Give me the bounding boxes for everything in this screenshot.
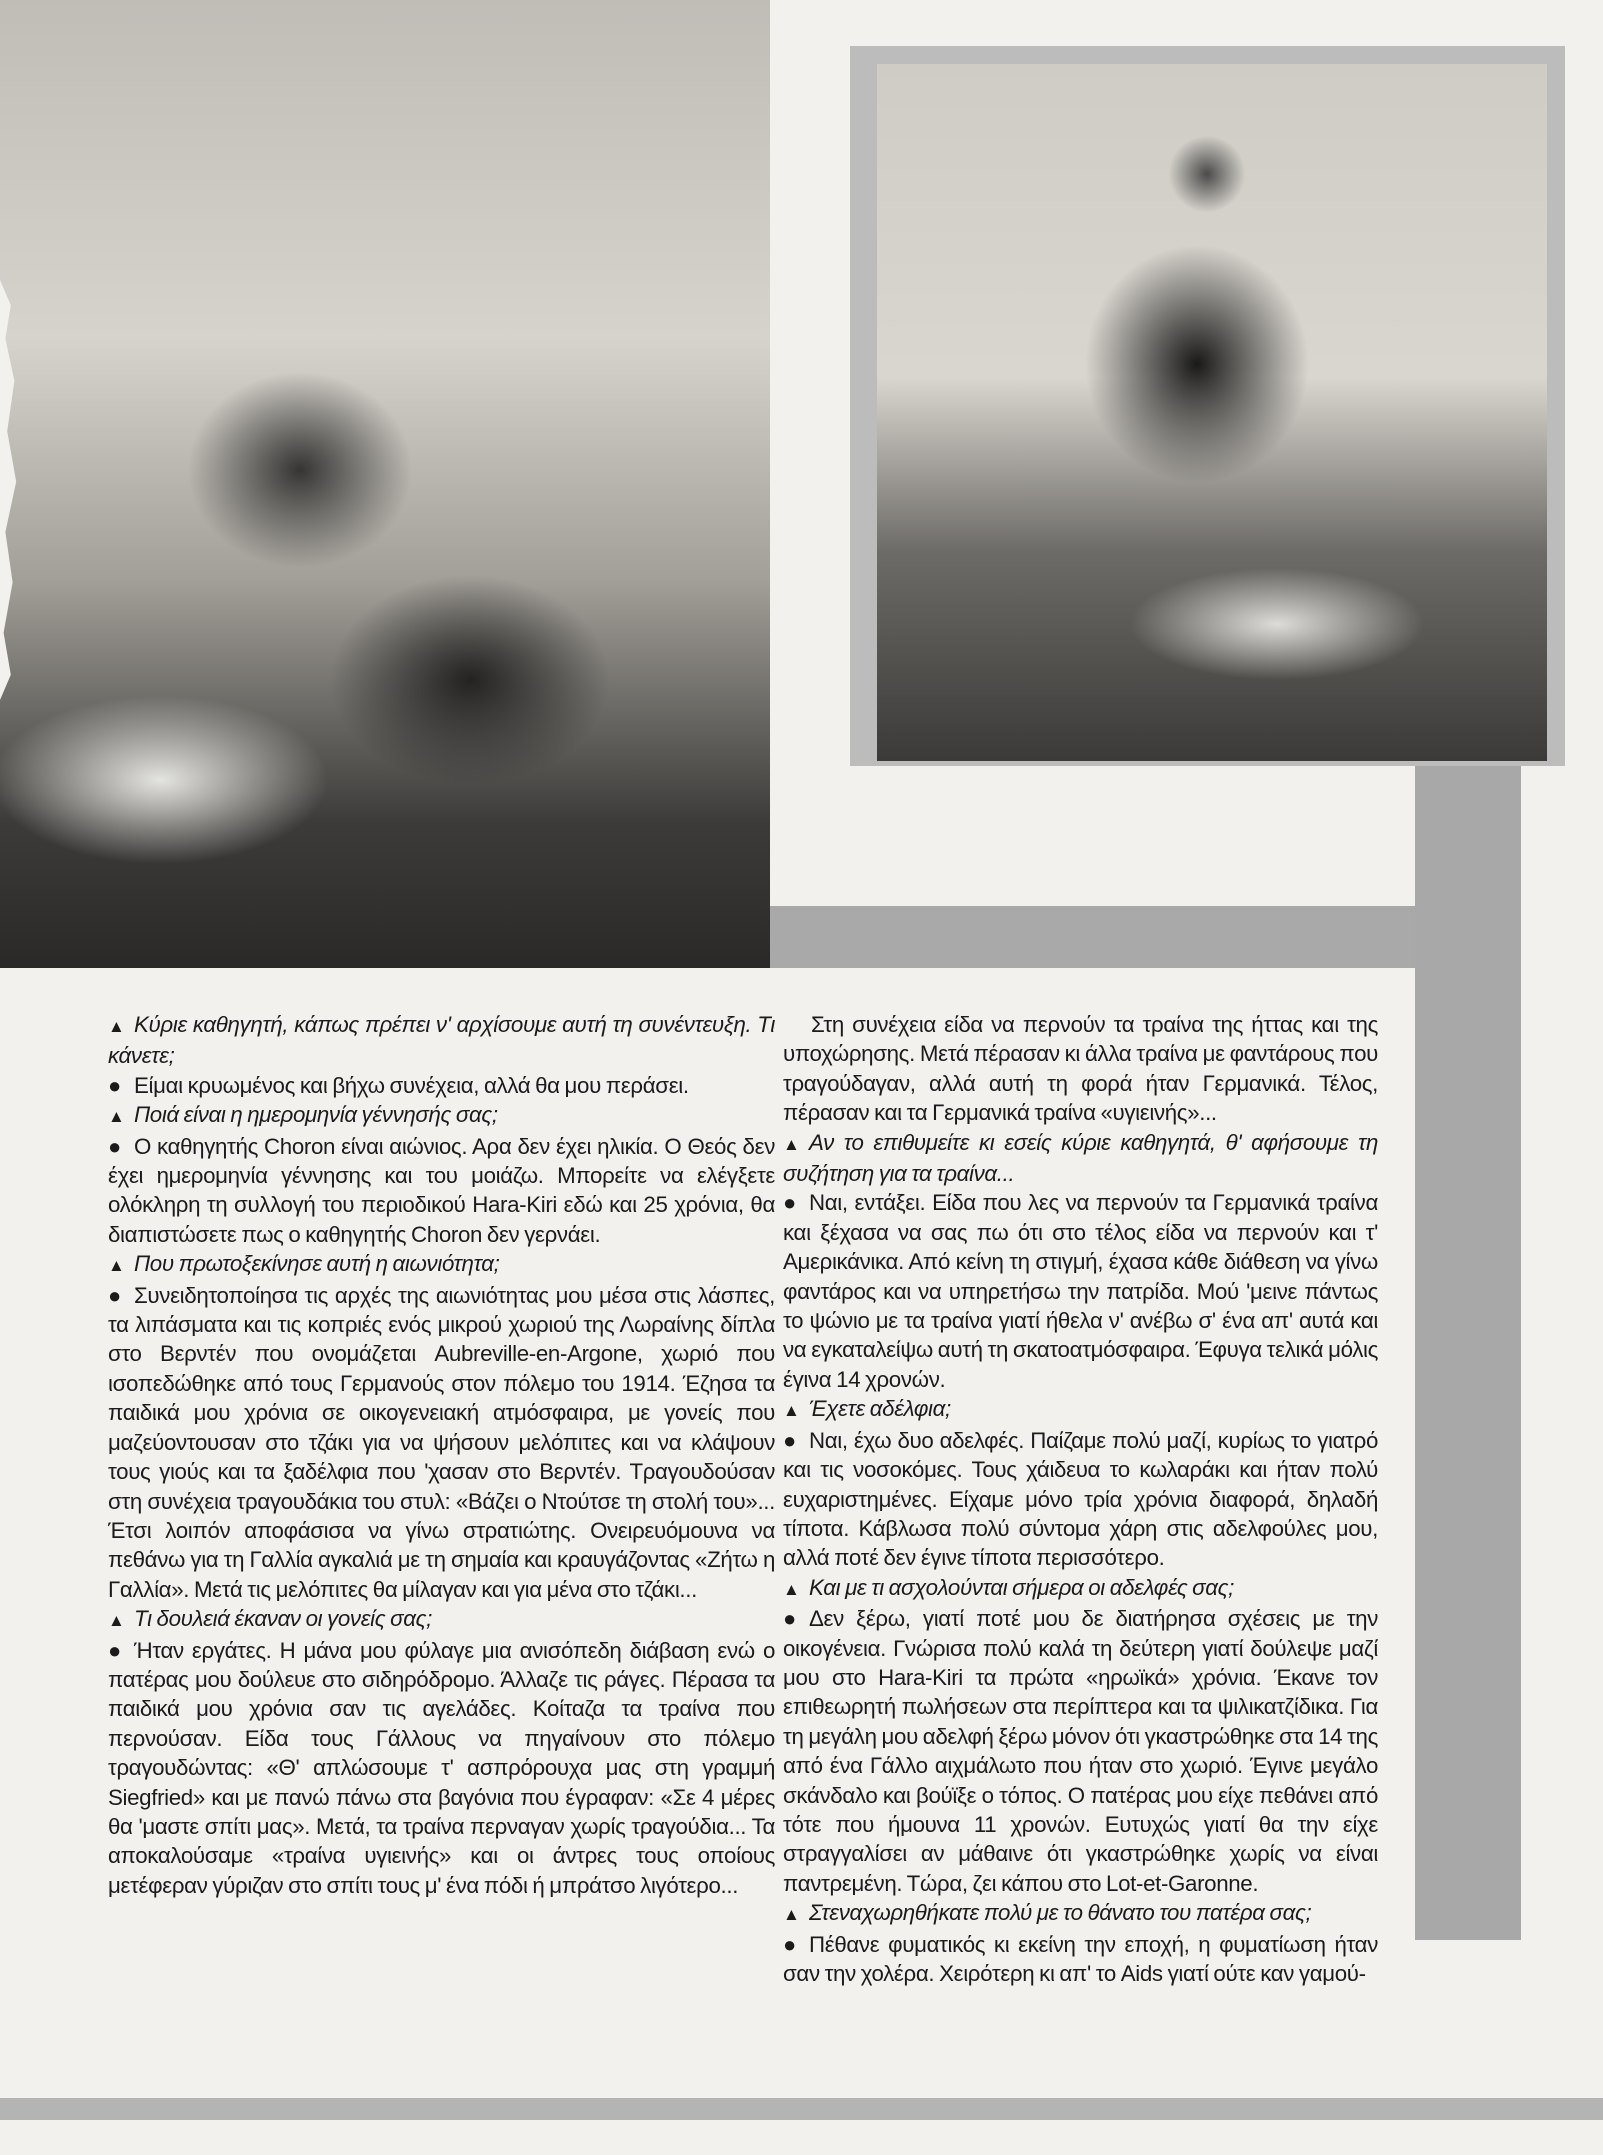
interview-answer-continued: Στη συνέχεια είδα να περνούν τα τραίνα της ήττας και της υποχώρησης. Μετά πέρασαν κι άλλα τραίνα με φαντάρους που τραγούδαγαν, αλλά αυτή τη φορά ήταν Γερμανικά. Τέλος, πέρασαν και τα Γερμανικά τραίνα «υγιεινής»... (783, 1012, 1378, 1126)
triangle-icon: ▲ (783, 1401, 800, 1421)
interview-answer: ● Δεν ξέρω, γιατί ποτέ μου δε διατήρησα σχέσεις με την οικογένεια. Γνώρισα πολύ καλά τη δεύτερη γιατί δούλεψε μαζί μου στο Hara-Kiri τα πρώτα «ηρωϊκά» χρόνια. Έκανε τον επιθεωρητή πωλήσεων στα περίπτερα και τα ψιλικατζίδικα. Για τη μεγάλη μου αδελφή ξέρω μόνον ότι γκαστρώθηκε στα 14 της από ένα Γάλλο αιχμάλωτο που ήταν στο χωριό. Έγινε μεγάλο σκάνδαλο και βούϊξε ο τόπος. Ο πατέρας μου είχε πεθάνει από τότε που ήμουνα 11 χρονών. Ευτυχώς γιατί θα την είχε στραγγαλίσει αν μάθαινε ότι γκαστρώθηκε χωρίς να είναι παντρεμένη. Τώρα, ζει κάπου στο Lot-et-Garonne. (783, 1606, 1378, 1896)
article-column-left (108, 1010, 775, 2090)
man-on-phone-photo (877, 64, 1547, 761)
interview-question: ▲ Έχετε αδέλφια; (783, 1394, 1378, 1425)
interview-question: ▲ Τι δουλειά έκαναν οι γονείς σας; (108, 1604, 775, 1635)
circle-icon: ● (783, 1190, 796, 1216)
interview-answer: ● Συνειδητοποίησα τις αρχές της αιωνιότητας μου μέσα στις λάσπες, τα λιπάσματα και τις κοπριές ενός μικρού χωριού της Λωραίνης δίπλα στο Βερντέν που ονομάζεται Aubreville-en-Argone, χωριό που ισοπεδώθηκε από τους Γερμανούς στον πόλεμο του 1914. Έζησα τα παιδικά μου χρόνια σε οικογενειακή ατμόσφαιρα, με γονείς που μαζεύοντουσαν στο τζάκι για να ψήσουν μελόπιτες και να κλάψουν τους γιούς και τα ξαδέλφια που 'χασαν στο Βερντέν. Τραγουδούσαν στη συνέχεια τραγουδάκια του στυλ: «Βάζει ο Ντούτσε τη στολή του»... Έτσι λοιπόν αποφάσισα να γίνω στρατιώτης. Ονειρευόμουνα να πεθάνω για τη Γαλλία αγκαλιά με τη σημαία και κραυγάζοντας «Ζήτω η Γαλλία». Μετά τις μελόπιτες θα μίλαγαν και για μένα στο τζάκι... (108, 1282, 775, 1602)
circle-icon: ● (783, 1427, 796, 1453)
triangle-icon: ▲ (108, 1256, 125, 1276)
frame-band-middle (770, 906, 1415, 968)
torn-edge (0, 280, 18, 700)
triangle-icon: ▲ (783, 1579, 800, 1599)
interview-question: ▲ Αν το επιθυμείτε κι εσείς κύριε καθηγητά, θ' αφήσουμε τη συζήτηση για τα τραίνα... (783, 1129, 1378, 1187)
triangle-icon: ▲ (108, 1107, 125, 1127)
article-column-right (783, 1010, 1378, 2090)
circle-icon: ● (108, 1133, 121, 1159)
interview-question: ▲ Στεναχωρηθήκατε πολύ με το θάνατο του πατέρα σας; (783, 1898, 1378, 1929)
triangle-icon: ▲ (783, 1905, 800, 1925)
interview-answer: ● Ο καθηγητής Choron είναι αιώνιος. Αρα δεν έχει ηλικία. Ο Θεός δεν έχει ημερομηνία γέννησης και του μοιάζω. Μπορείτε να ελέγξετε ολόκληρη τη συλλογή του περιοδικού Hara-Kiri εδώ και 25 χρόνια, θα διαπιστώσετε πως ο καθηγητής Choron δεν γερνάει. (108, 1133, 775, 1247)
frame-band-right (1415, 760, 1521, 1940)
circle-icon: ● (108, 1637, 121, 1663)
office-desk-photo (0, 0, 770, 968)
interview-answer: ● Ναι, εντάξει. Είδα που λες να περνούν τα Γερμανικά τραίνα και ξέχασα να σας πω ότι στο τέλος είδα να περνούν και τ' Αμερικάνικα. Από κείνη τη στιγμή, έχασα κάθε διάθεση να γίνω φαντάρος και να υπηρετήσω την πατρίδα. Μού 'μεινε πάντως το ψώνιο με τα τραίνα γιατί ήθελα ν' ανέβω σ' ένα απ' αυτά και να εγκαταλείψω αυτή τη σκατοατμόσφαιρα. Έφυγα τελικά μόλις έγινα 14 χρονών. (783, 1190, 1378, 1392)
interview-question: ▲ Ποιά είναι η ημερομηνία γέννησής σας; (108, 1100, 775, 1131)
interview-question: ▲ Κύριε καθηγητή, κάπως πρέπει ν' αρχίσουμε αυτή τη συνέντευξη. Τι κάνετε; (108, 1012, 775, 1069)
circle-icon: ● (783, 1606, 796, 1632)
triangle-icon: ▲ (783, 1134, 800, 1154)
circle-icon: ● (108, 1072, 121, 1098)
circle-icon: ● (108, 1282, 121, 1308)
interview-answer: ● Ήταν εργάτες. Η μάνα μου φύλαγε μια ανισόπεδη διάβαση ενώ ο πατέρας μου δούλευε στο σιδηρόδρομο. Άλλαζε τις ράγες. Πέρασα τα παιδικά μου χρόνια σαν τις αγελάδες. Κοίταζα τα τραίνα που περνούσαν. Είδα τους Γάλλους να πηγαίνουν στο πόλεμο τραγουδώντας: «Θ' απλώσουμε τ' ασπρόρουχα μας στη γραμμή Siegfried» και με πανώ πάνω στα βαγόνια που έγραφαν: «Σε 4 μέρες θα 'μαστε σπίτι μας». Μετά, τα τραίνα περναγαν χωρίς τραγούδια... Τα αποκαλούσαμε «τραίνα υγιεινής» και οι άντρες τους οποίους μετέφεραν γύριζαν στο σπίτι τους μ' ένα πόδι ή μπράτσο λιγότερο... (108, 1637, 775, 1898)
triangle-icon: ▲ (108, 1611, 125, 1631)
interview-answer: ● Ναι, έχω δυο αδελφές. Παίζαμε πολύ μαζί, κυρίως το γιατρό και τις νοσοκόμες. Τους χάιδευα το κωλαράκι και ήταν πολύ ευχαριστημένες. Είχαμε μόνο τρία χρόνια διαφορά, δηλαδή τίποτα. Κάβλωσα πολύ σύντομα χάρη στις αδελφούλες μου, αλλά ποτέ δεν έγινε τίποτα περισσότερο. (783, 1427, 1378, 1571)
triangle-icon: ▲ (108, 1017, 125, 1036)
circle-icon: ● (783, 1931, 796, 1957)
interview-question: ▲ Και με τι ασχολούνται σήμερα οι αδελφές σας; (783, 1573, 1378, 1604)
interview-answer: ● Είμαι κρυωμένος και βήχω συνέχεια, αλλά θα μου περάσει. (108, 1071, 775, 1100)
frame-band-bottom (0, 2098, 1603, 2120)
interview-question: ▲ Που πρωτοξεκίνησε αυτή η αιωνιότητα; (108, 1249, 775, 1280)
interview-answer: ● Πέθανε φυματικός κι εκείνη την εποχή, η φυματίωση ήταν σαν την χολέρα. Χειρότερη κι απ' το Aids γιατί ούτε καν γαμού- (783, 1931, 1378, 1986)
